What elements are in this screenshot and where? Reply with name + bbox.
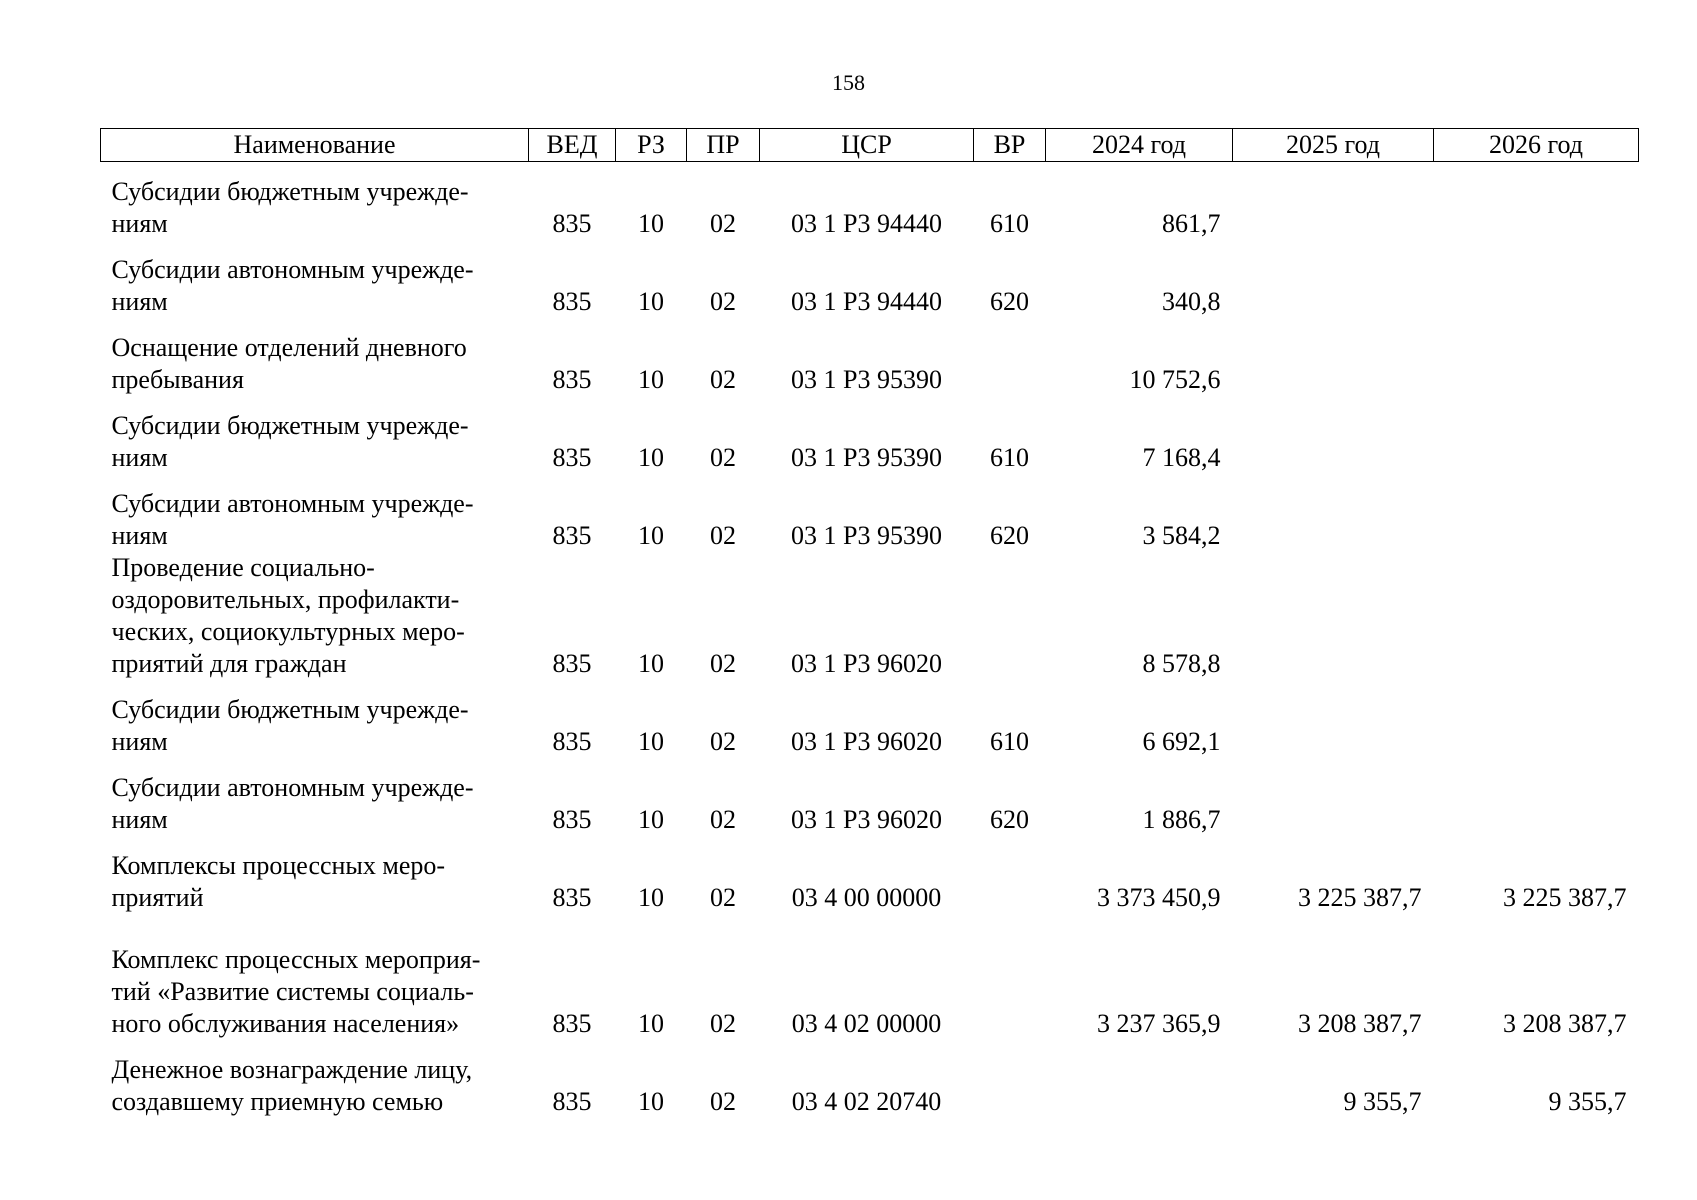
row-vr	[974, 836, 1046, 914]
table-row	[101, 836, 1639, 914]
row-name: Субсидии бюджетным учрежде- ниям	[111, 695, 469, 756]
row-2026	[1434, 758, 1639, 836]
row-rz: 10	[638, 1087, 664, 1116]
row-name: Субсидии автономным учрежде- ниям	[111, 255, 474, 316]
row-ved: 835	[552, 649, 592, 678]
row-2026	[1434, 474, 1639, 552]
row-csr: 03 1 Р3 95390	[791, 443, 942, 472]
row-2026	[1434, 240, 1639, 318]
row-ved: 835	[552, 365, 592, 394]
row-csr: 03 1 Р3 96020	[791, 805, 942, 834]
row-vr: 610	[990, 727, 1029, 756]
row-2025	[1233, 240, 1434, 318]
row-rz: 10	[638, 287, 664, 316]
budget-table	[100, 128, 1639, 1118]
header-rz: РЗ	[616, 129, 687, 162]
row-pr: 02	[710, 883, 736, 912]
row-vr: 620	[990, 521, 1029, 550]
table-body	[101, 162, 1639, 1119]
row-rz: 10	[638, 443, 664, 472]
row-rz: 10	[638, 727, 664, 756]
row-ved: 835	[552, 287, 592, 316]
row-csr: 03 1 Р3 94440	[791, 209, 942, 238]
row-rz: 10	[638, 365, 664, 394]
row-name: Субсидии бюджетным учрежде- ниям	[111, 411, 469, 472]
row-2026	[1434, 318, 1639, 396]
row-csr: 03 1 Р3 95390	[791, 365, 942, 394]
row-name: Комплекс процессных мероприя- тий «Развитие системы социаль- ного обслуживания населения»	[111, 945, 481, 1038]
row-ved: 835	[552, 443, 592, 472]
row-pr: 02	[710, 649, 736, 678]
row-ved: 835	[552, 727, 592, 756]
row-vr: 620	[990, 287, 1029, 316]
row-csr: 03 4 00 00000	[791, 883, 942, 912]
table-row	[101, 474, 1639, 552]
row-vr	[974, 914, 1046, 1040]
row-2024: 1 886,7	[1142, 805, 1221, 834]
header-row	[101, 129, 1639, 162]
row-ved: 835	[552, 805, 592, 834]
table-row	[101, 396, 1639, 474]
row-2024: 3 584,2	[1142, 521, 1221, 550]
row-vr: 610	[990, 443, 1029, 472]
row-2026	[1434, 680, 1639, 758]
row-rz: 10	[638, 883, 664, 912]
header-2024: 2024 год	[1046, 129, 1233, 162]
row-csr: 03 1 Р3 96020	[791, 727, 942, 756]
row-vr: 620	[990, 805, 1029, 834]
row-csr: 03 1 Р3 96020	[791, 649, 942, 678]
row-2025	[1233, 396, 1434, 474]
header-2026: 2026 год	[1434, 129, 1639, 162]
row-name: Проведение социально- оздоровительных, профилакти- ческих, социокультурных меро- приятий для граждан	[111, 553, 465, 678]
header-2025: 2025 год	[1233, 129, 1434, 162]
row-name: Субсидии автономным учрежде- ниям	[111, 773, 474, 834]
header-pr: ПР	[687, 129, 760, 162]
row-2026: 9 355,7	[1548, 1087, 1627, 1116]
table-row	[101, 318, 1639, 396]
row-vr	[974, 1040, 1046, 1118]
row-ved: 835	[552, 209, 592, 238]
row-csr: 03 4 02 20740	[791, 1087, 942, 1116]
row-2025	[1233, 758, 1434, 836]
row-rz: 10	[638, 805, 664, 834]
row-pr: 02	[710, 805, 736, 834]
row-ved: 835	[552, 521, 592, 550]
row-name: Оснащение отделений дневного пребывания	[111, 333, 467, 394]
table-row	[101, 552, 1639, 680]
row-vr	[974, 552, 1046, 680]
row-2025	[1233, 318, 1434, 396]
table-row	[101, 1040, 1639, 1118]
row-pr: 02	[710, 287, 736, 316]
header-name: Наименование	[101, 129, 529, 162]
row-rz: 10	[638, 649, 664, 678]
row-rz: 10	[638, 209, 664, 238]
table-row	[101, 240, 1639, 318]
row-name: Комплексы процессных меро- приятий	[111, 851, 446, 912]
row-rz: 10	[638, 521, 664, 550]
page-number: 158	[832, 70, 865, 95]
header-csr: ЦСР	[760, 129, 974, 162]
row-2026: 3 225 387,7	[1503, 883, 1627, 912]
row-rz: 10	[638, 1009, 664, 1038]
row-2025	[1233, 474, 1434, 552]
row-2024	[1046, 1040, 1233, 1118]
row-pr: 02	[710, 521, 736, 550]
row-2024: 861,7	[1162, 209, 1221, 238]
row-name: Субсидии автономным учрежде- ниям	[111, 489, 474, 550]
row-2026	[1434, 552, 1639, 680]
row-vr	[974, 318, 1046, 396]
row-2024: 8 578,8	[1142, 649, 1221, 678]
header-ved: ВЕД	[529, 129, 616, 162]
row-csr: 03 4 02 00000	[791, 1009, 942, 1038]
table-row	[101, 162, 1639, 241]
row-2025	[1233, 552, 1434, 680]
row-csr: 03 1 Р3 94440	[791, 287, 942, 316]
row-ved: 835	[552, 1009, 592, 1038]
table-row	[101, 680, 1639, 758]
row-2024: 7 168,4	[1142, 443, 1221, 472]
row-2025: 3 225 387,7	[1298, 883, 1422, 912]
row-2026: 3 208 387,7	[1503, 1009, 1627, 1038]
row-pr: 02	[710, 1009, 736, 1038]
table-row	[101, 914, 1639, 1040]
row-2026	[1434, 162, 1639, 241]
row-csr: 03 1 Р3 95390	[791, 521, 942, 550]
row-2024: 3 373 450,9	[1097, 883, 1221, 912]
row-2024: 3 237 365,9	[1097, 1009, 1221, 1038]
row-2025	[1233, 162, 1434, 241]
row-vr: 610	[990, 209, 1029, 238]
table-header	[101, 129, 1639, 162]
row-ved: 835	[552, 883, 592, 912]
row-name: Денежное вознаграждение лицу, создавшему приемную семью	[111, 1055, 473, 1116]
row-2026	[1434, 396, 1639, 474]
row-pr: 02	[710, 727, 736, 756]
row-pr: 02	[710, 1087, 736, 1116]
row-2024: 340,8	[1162, 287, 1221, 316]
row-2024: 6 692,1	[1142, 727, 1221, 756]
table-row	[101, 758, 1639, 836]
row-2025: 9 355,7	[1343, 1087, 1422, 1116]
header-vr: ВР	[974, 129, 1046, 162]
row-ved: 835	[552, 1087, 592, 1116]
row-pr: 02	[710, 365, 736, 394]
row-name: Субсидии бюджетным учрежде- ниям	[111, 177, 469, 238]
row-2024: 10 752,6	[1129, 365, 1221, 394]
row-pr: 02	[710, 443, 736, 472]
row-2025	[1233, 680, 1434, 758]
row-2025: 3 208 387,7	[1298, 1009, 1422, 1038]
row-pr: 02	[710, 209, 736, 238]
